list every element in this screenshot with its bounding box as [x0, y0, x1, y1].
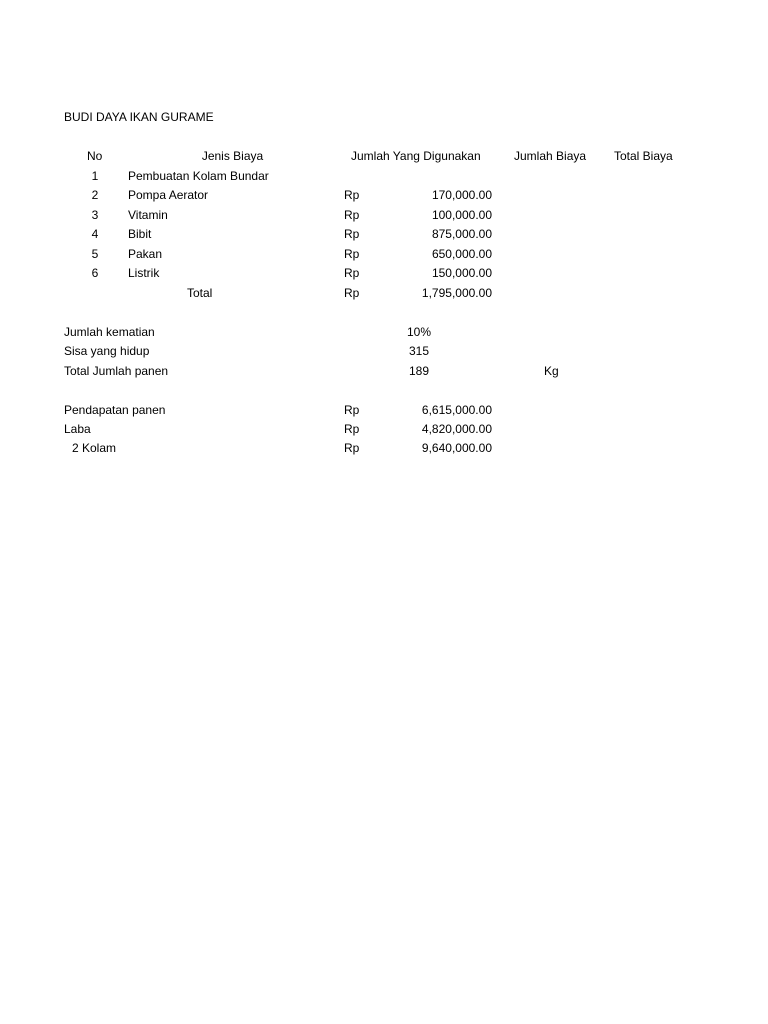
header-jenis-biaya: Jenis Biaya — [201, 149, 264, 163]
stat-unit: Kg — [544, 364, 559, 378]
row-jenis: Pakan — [128, 247, 163, 261]
total-amount: 1,795,000.00 — [421, 286, 492, 300]
row-currency: Rp — [344, 227, 360, 241]
header-jumlah-digunakan: Jumlah Yang Digunakan — [351, 149, 481, 163]
income-label: Laba — [64, 422, 91, 436]
row-currency: Rp — [344, 188, 360, 202]
income-amount: 9,640,000.00 — [421, 441, 492, 455]
header-no: No — [87, 149, 103, 163]
row-jenis: Vitamin — [128, 208, 168, 222]
stat-value: 189 — [409, 364, 430, 378]
stat-value: 315 — [409, 344, 430, 358]
header-total-biaya: Total Biaya — [614, 149, 673, 163]
stat-label: Jumlah kematian — [64, 325, 155, 339]
income-currency: Rp — [344, 441, 360, 455]
row-jenis: Pembuatan Kolam Bundar — [128, 169, 269, 183]
row-currency: Rp — [344, 208, 360, 222]
row-amount: 150,000.00 — [431, 266, 492, 280]
row-currency: Rp — [344, 266, 360, 280]
row-no: 5 — [91, 247, 99, 261]
row-jenis: Pompa Aerator — [128, 188, 209, 202]
page-title: BUDI DAYA IKAN GURAME — [64, 110, 214, 124]
stat-value: 10% — [407, 325, 432, 339]
income-amount: 6,615,000.00 — [421, 403, 492, 417]
header-jumlah-biaya: Jumlah Biaya — [514, 149, 587, 163]
income-label: Pendapatan panen — [64, 403, 166, 417]
row-no: 6 — [91, 266, 99, 280]
row-jenis: Bibit — [128, 227, 152, 241]
income-amount: 4,820,000.00 — [421, 422, 492, 436]
total-currency: Rp — [344, 286, 360, 300]
income-currency: Rp — [344, 422, 360, 436]
row-no: 2 — [91, 188, 99, 202]
total-label: Total — [187, 286, 213, 300]
row-no: 4 — [91, 227, 99, 241]
income-currency: Rp — [344, 403, 360, 417]
row-amount: 100,000.00 — [431, 208, 492, 222]
row-no: 1 — [91, 169, 99, 183]
row-currency: Rp — [344, 247, 360, 261]
row-amount: 170,000.00 — [431, 188, 492, 202]
stat-label: Sisa yang hidup — [64, 344, 150, 358]
row-jenis: Listrik — [128, 266, 160, 280]
row-amount: 875,000.00 — [431, 227, 492, 241]
row-no: 3 — [91, 208, 99, 222]
row-amount: 650,000.00 — [431, 247, 492, 261]
stat-label: Total Jumlah panen — [64, 364, 169, 378]
income-label: 2 Kolam — [72, 441, 117, 455]
